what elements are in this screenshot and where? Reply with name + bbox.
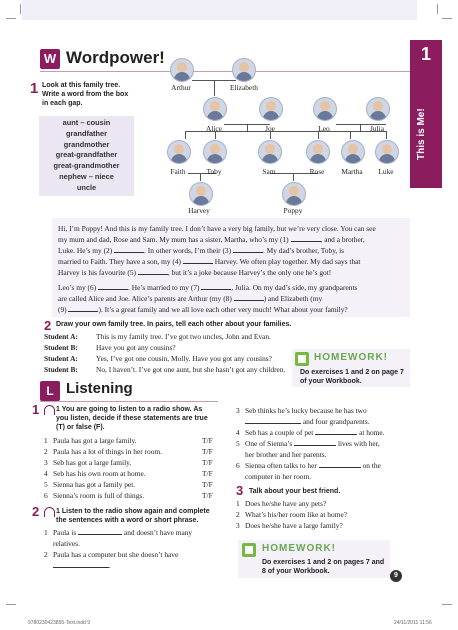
person-name: Luke [378, 167, 394, 176]
person-name: Poppy [283, 206, 303, 215]
exercise-number: 1 [32, 402, 40, 417]
divider [40, 401, 218, 402]
list-item [236, 428, 385, 438]
list-item [44, 491, 144, 501]
answer-gap[interactable] [315, 428, 357, 435]
exercise-instruction: Look at this family tree. Write a word from the box in each gap. [42, 82, 129, 107]
unit-number: 1 [420, 44, 431, 64]
true-false-option[interactable]: T/F [202, 436, 213, 445]
person-name: Faith [170, 167, 186, 176]
person-name: Rose [309, 167, 325, 176]
tree-line [293, 173, 294, 181]
list-item [236, 439, 380, 449]
item-text: at home. [359, 428, 385, 437]
exercise-instruction: Talk about your best friend. [249, 488, 341, 495]
answer-gap[interactable] [68, 305, 98, 312]
text-line [58, 267, 404, 278]
person-name: Harvey [188, 206, 210, 215]
item-text: Paula is [53, 528, 77, 537]
exercise-number: 3 [236, 483, 244, 498]
person-name: Sam [262, 167, 276, 176]
listening-icon: L [40, 381, 60, 401]
item-number: 2 [236, 510, 240, 519]
list-item [236, 521, 343, 531]
dialogue-text: No, I haven’t. I’ve got one aunt, but she hasn’t got any children. [96, 365, 286, 374]
word-box-item: uncle [76, 182, 97, 192]
person-photo [170, 58, 194, 82]
crop-mark [6, 18, 16, 19]
item-text: on the [362, 461, 381, 470]
reading-text-box [52, 218, 410, 317]
dialogue-line [44, 365, 285, 374]
item-number: 3 [236, 521, 240, 530]
homework-text: Do exercises 1 and 2 on page 7 of your Workbook. [300, 369, 404, 385]
text-span: Luke. He’s my (2) [58, 246, 113, 255]
text-span: are called Alice and Joe. Alice’s parents are Arthur (my (8) [58, 294, 232, 303]
list-item: . [53, 561, 111, 571]
instruction-text: You are going to listen to a radio show. As you listen, decide if these statements are true (T) or false (F). [56, 406, 208, 431]
item-text: Does he/she have a large family? [245, 521, 343, 530]
item-text: What’s his/her room like at home? [245, 510, 348, 519]
crop-mark [437, 4, 438, 14]
list-item [236, 499, 326, 509]
list-item [44, 436, 137, 446]
listening-heading [40, 380, 240, 402]
exercise-number: 2 [44, 318, 52, 333]
homework-title: HOMEWORK! [314, 352, 388, 363]
person-photo [375, 140, 399, 164]
item-text: One of Sienna’s [245, 439, 293, 448]
text-span: Harvey is his favourite (5) [58, 268, 136, 277]
homework-text: Do exercises 1 and 2 on pages 7 and 8 of your Workbook. [262, 559, 385, 575]
text-span: my mum and dad, Rose and Sam. My mum has a sister, Martha, who’s my (1) [58, 235, 289, 244]
text-span: (9) [58, 305, 67, 314]
true-false-option[interactable]: T/F [202, 458, 213, 467]
dialogue-line [44, 343, 176, 352]
item-number: 2 [44, 447, 48, 456]
person-photo [203, 97, 227, 121]
text-line [58, 304, 404, 315]
text-span: Leo’s my (6) [58, 283, 97, 292]
item-number: 1 [44, 436, 48, 445]
word-box-item: nephew – niece [59, 171, 114, 181]
word-box-item: great-grandmother [53, 161, 120, 171]
true-false-option[interactable]: T/F [202, 469, 213, 478]
speaker: Student B: [44, 365, 78, 374]
exercise-number: 1 [30, 80, 39, 97]
homework-icon [295, 352, 309, 366]
answer-gap[interactable] [233, 246, 263, 253]
dialogue-line [44, 354, 272, 363]
list-item [44, 447, 162, 457]
headphones-icon [44, 507, 55, 517]
exercise-instruction: Draw your own family tree. In pairs, tell each other about your families. [56, 321, 292, 328]
divider [40, 71, 410, 72]
person-photo [366, 97, 390, 121]
item-number: 1 [236, 499, 240, 508]
item-text: Paula has a computer but she doesn’t have [53, 550, 179, 559]
item-text: computer in her room. [245, 472, 312, 481]
page-number: 9 [390, 570, 402, 582]
text-line [58, 256, 404, 267]
unit-side-tab [410, 40, 442, 188]
item-text: and four grandparents. [302, 417, 370, 426]
list-item [44, 550, 178, 560]
person-photo [282, 182, 306, 206]
item-text: Paula has got a large family. [53, 436, 137, 445]
list-item [236, 406, 367, 416]
person-name: Martha [341, 167, 363, 176]
text-span: , but it’s a joke because Harvey’s the only one he’s got! [167, 268, 332, 277]
wordpower-icon: W [40, 49, 60, 69]
item-text: Sienna often talks to her [245, 461, 317, 470]
homework-title: HOMEWORK! [262, 543, 336, 554]
text-line [58, 245, 404, 256]
text-span: . He’s married to my (7) [128, 283, 200, 292]
word-box-item: aunt – cousin [62, 118, 111, 127]
answer-gap[interactable] [291, 235, 321, 242]
list-item [44, 458, 131, 468]
tree-line [214, 80, 215, 96]
text-span: Hi, I’m Poppy! And this is my family tree. I don’t have a very big family, but we’re very close. You can see [58, 224, 376, 233]
item-number: 2 [44, 550, 48, 559]
homework-icon [242, 543, 256, 557]
answer-gap[interactable] [245, 417, 301, 424]
person-photo [167, 140, 191, 164]
person-name: Alice [205, 124, 222, 133]
text-span: . In other words, I’m their (3) [144, 246, 232, 255]
answer-gap[interactable] [53, 561, 109, 568]
listening-title: Listening [66, 380, 133, 397]
list-item [245, 450, 326, 460]
text-span: , and a brother, [320, 235, 365, 244]
track-number: 1 [56, 406, 60, 413]
item-number: 4 [44, 469, 48, 478]
answer-gap[interactable] [114, 246, 144, 253]
item-text: relatives. [53, 539, 80, 548]
person-name: Joe [265, 124, 275, 133]
item-text: her brother and her parents. [245, 450, 327, 459]
item-number: 4 [236, 428, 240, 437]
item-text: Seb has his own room at home. [53, 469, 146, 478]
footer-file-info: 9780230423855-Text.indd 9 [28, 620, 90, 626]
track-number: 1 [56, 508, 60, 515]
answer-gap[interactable] [319, 461, 361, 468]
crop-mark [20, 4, 21, 14]
item-text: Seb has a couple of pet [245, 428, 314, 437]
item-text: Sienna’s room is full of things. [53, 491, 145, 500]
text-span: ). It’s a great family and we all love each other very much! What about your family? [98, 305, 348, 314]
text-span: married to Faith. They have a son, my (4) [58, 257, 182, 266]
crop-mark [442, 18, 452, 19]
word-box-item: great-grandfather [55, 150, 118, 160]
item-text: and doesn’t have many [123, 528, 193, 537]
list-item [44, 480, 135, 490]
item-text: Paula has a lot of things in her room. [53, 447, 162, 456]
exercise-instruction [56, 405, 216, 432]
word-box-item: grandmother [63, 139, 110, 149]
homework-box [238, 540, 390, 578]
speaker: Student A: [44, 354, 78, 363]
true-false-option[interactable]: T/F [202, 491, 213, 500]
person-name: Toby [206, 167, 222, 176]
exercise-number: 2 [32, 504, 40, 519]
text-line [58, 293, 404, 304]
person-name: Arthur [171, 83, 191, 92]
crop-mark [442, 604, 452, 605]
text-line [58, 234, 404, 245]
dialogue-text: Have you got any cousins? [96, 343, 176, 352]
list-item [236, 510, 347, 520]
list-item [245, 472, 311, 482]
word-box [39, 116, 134, 196]
tree-line [185, 131, 186, 139]
answer-gap[interactable] [183, 257, 213, 264]
item-number: 5 [236, 439, 240, 448]
person-photo [203, 140, 227, 164]
item-number: 3 [44, 458, 48, 467]
item-text: Does he/she have any pets? [245, 499, 327, 508]
footer-timestamp: 24/11/2011 11:56 [394, 620, 432, 626]
tree-line [350, 131, 351, 139]
list-item [236, 461, 381, 471]
item-number: 3 [236, 406, 240, 415]
dialogue-text: This is my family tree. I’ve got two uncles, John and Evan. [96, 332, 271, 341]
true-false-option[interactable]: T/F [202, 447, 213, 456]
headphones-icon [44, 405, 55, 415]
item-number: 6 [44, 491, 48, 500]
item-number: 6 [236, 461, 240, 470]
homework-box [292, 349, 410, 387]
answer-gap[interactable] [294, 439, 336, 446]
answer-gap[interactable] [78, 528, 122, 535]
item-text: lives with her, [337, 439, 380, 448]
crop-mark [6, 604, 16, 605]
dialogue-text: Yes, I’ve got one cousin, Molly. Have you got any cousins? [96, 354, 272, 363]
text-span: Harvey. We often play together. My dad says that [214, 257, 361, 266]
person-photo [341, 140, 365, 164]
person-photo [189, 182, 213, 206]
answer-gap[interactable] [201, 283, 231, 290]
wordpower-heading [40, 48, 165, 70]
list-item [44, 539, 80, 549]
list-item [245, 417, 370, 427]
unit-title: This is Me! [416, 108, 427, 160]
answer-gap[interactable] [98, 283, 128, 290]
text-span: , Julia. On my dad’s side, my grandparents [231, 283, 358, 292]
person-name: Julia [370, 124, 384, 133]
person-photo [313, 97, 337, 121]
word-box-item: grandfather [65, 128, 108, 138]
dialogue-line [44, 332, 271, 341]
true-false-option[interactable]: T/F [202, 480, 213, 489]
speaker: Student B: [44, 343, 78, 352]
item-text: Seb thinks he’s lucky because he has two [245, 406, 367, 415]
text-span: . My dad’s brother, Toby, is [262, 246, 345, 255]
answer-gap[interactable] [234, 294, 264, 301]
answer-gap[interactable] [138, 268, 168, 275]
text-span: ) and Elizabeth (my [263, 294, 323, 303]
text-line [58, 223, 404, 234]
item-number: 5 [44, 480, 48, 489]
text-line [58, 282, 404, 293]
wordpower-title: Wordpower! [66, 48, 165, 67]
item-text: Seb has got a large family. [53, 458, 132, 467]
exercise-instruction [56, 507, 216, 525]
person-name: Leo [318, 124, 330, 133]
tree-line [247, 124, 248, 131]
item-text: Sienna has got a family pet. [53, 480, 136, 489]
instruction-text: Listen to the radio show again and complete the sentences with a word or short phrase. [56, 508, 210, 524]
person-photo [306, 140, 330, 164]
list-item [44, 469, 146, 479]
item-number: 1 [44, 528, 48, 537]
person-photo [258, 140, 282, 164]
top-bar [22, 0, 417, 20]
person-photo [259, 97, 283, 121]
person-name: Elizabeth [230, 83, 258, 92]
speaker: Student A: [44, 332, 78, 341]
list-item [44, 528, 192, 538]
person-photo [232, 58, 256, 82]
